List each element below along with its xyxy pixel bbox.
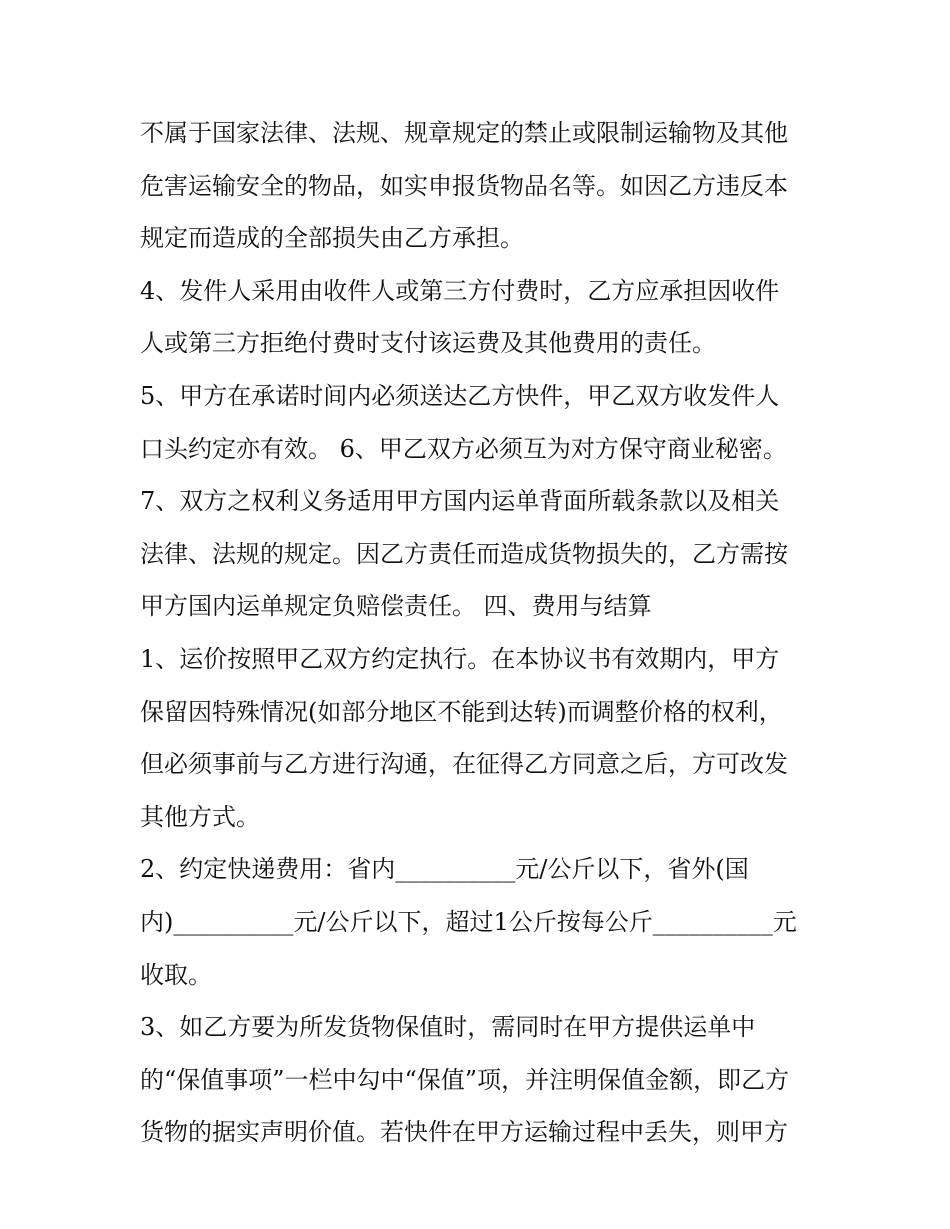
text-line: 内)__________元/公斤以下，超过1公斤按每公斤__________元 (140, 907, 797, 936)
text-line: 货物的据实声明价值。若快件在甲方运输过程中丢失，则甲方 (140, 1118, 788, 1147)
text-line: 3、如乙方要为所发货物保值时，需同时在甲方提供运单中 (140, 1013, 756, 1042)
text-line: 口头约定亦有效。 6、甲乙双方必须互为对方保守商业秘密。 (140, 434, 787, 463)
text-line: 危害运输安全的物品，如实申报货物品名等。如因乙方违反本 (140, 171, 788, 200)
text-line: 的“保值事项”一栏中勾中“保值”项，并注明保值金额，即乙方 (140, 1065, 790, 1094)
document-body (140, 107, 820, 1159)
text-line: 规定而造成的全部损失由乙方承担。 (140, 224, 524, 253)
text-line: 保留因特殊情况(如部分地区不能到达转)而调整价格的权利， (140, 697, 783, 726)
text-line: 人或第三方拒绝付费时支付该运费及其他费用的责任。 (140, 329, 716, 358)
text-line: 7、双方之权利义务适用甲方国内运单背面所载条款以及相关 (140, 487, 780, 516)
text-line: 2、约定快递费用：省内__________元/公斤以下，省外(国 (140, 855, 749, 884)
text-line: 1、运价按照甲乙双方约定执行。在本协议书有效期内，甲方 (140, 644, 780, 673)
text-line: 但必须事前与乙方进行沟通，在征得乙方同意之后，方可改发 (140, 750, 788, 779)
text-line: 甲方国内运单规定负赔偿责任。 四、费用与结算 (140, 592, 652, 621)
text-line: 其他方式。 (140, 802, 260, 831)
text-line: 4、发件人采用由收件人或第三方付费时，乙方应承担因收件 (140, 276, 780, 305)
text-line: 不属于国家法律、法规、规章规定的禁止或限制运输物及其他 (140, 119, 788, 147)
text-line: 法律、法规的规定。因乙方责任而造成货物损失的，乙方需按 (140, 539, 788, 568)
text-line: 收取。 (140, 960, 212, 989)
text-line: 5、甲方在承诺时间内必须送达乙方快件，甲乙双方收发件人 (140, 381, 780, 410)
